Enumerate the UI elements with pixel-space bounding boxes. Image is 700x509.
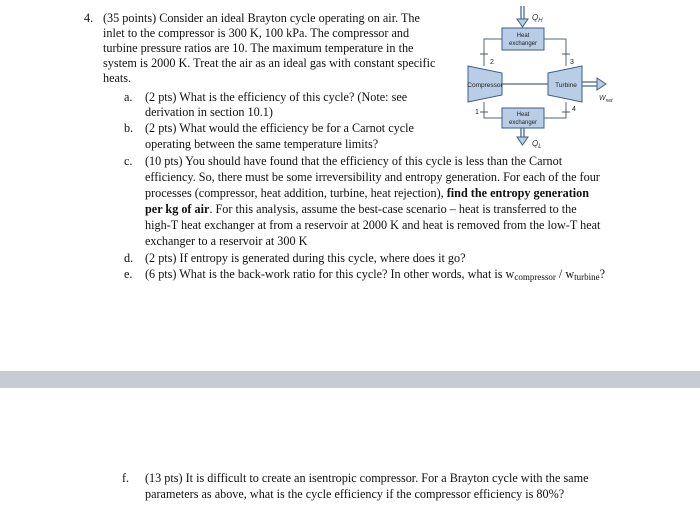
- part-c-line-3-bold: find the entropy generation: [446, 186, 590, 200]
- part-e-pre: (6 pts) What is the back-work ratio for this cycle? In other words, what is w: [145, 267, 515, 281]
- part-f-label: f.: [122, 471, 130, 485]
- part-d-text: (2 pts) If entropy is generated during this cycle, where does it go?: [145, 251, 466, 265]
- part-c-line-4: [145, 201, 577, 217]
- brayton-cycle-diagram: [458, 0, 630, 158]
- part-c-line-4-post: . For this analysis, assume the best-case scenario – heat is transferred to the: [209, 202, 577, 216]
- part-c-line-4-bold: per kg of air: [145, 202, 210, 216]
- part-d-label: d.: [124, 251, 134, 265]
- state-3-label: 3: [570, 59, 574, 66]
- part-c-line-3: [145, 185, 589, 201]
- bottom-hx-label-2: exchanger: [508, 120, 538, 126]
- q-h-label: $Q_H$: [532, 13, 543, 24]
- part-b-label: b.: [124, 121, 134, 135]
- intro-line-2: inlet to the compressor is 300 K, 100 kPa. The compressor and: [103, 26, 410, 40]
- compressor-label: Compressor: [467, 82, 503, 89]
- part-c-label: c.: [124, 154, 133, 168]
- top-hx-label-2: exchanger: [508, 41, 538, 47]
- part-e-mid: / w: [555, 267, 575, 281]
- part-c-line-2: efficiency. So, there must be some irreversibility and entropy generation. For each of the four: [145, 170, 600, 184]
- part-e-end: ?: [599, 267, 606, 281]
- part-c-line-6: exchanger to a reservoir at 300 K: [145, 234, 308, 248]
- part-b-line-2: operating between the same temperature limits?: [145, 137, 379, 151]
- top-hx-label-1: Heat: [516, 33, 530, 39]
- intro-line-5: heats.: [103, 71, 132, 85]
- part-a-line-1: (2 pts) What is the efficiency of this cycle? (Note: see: [145, 90, 408, 104]
- part-e-label: e.: [124, 267, 133, 281]
- intro-line-1: (35 points) Consider an ideal Brayton cycle operating on air. The: [103, 11, 420, 25]
- part-c-line-5: high-T heat exchanger at from a reservoir at 2000 K and heat is removed from the low-T heat: [145, 218, 601, 232]
- part-a-line-2: derivation in section 10.1): [145, 105, 273, 119]
- q-l-label: $Q_L$: [532, 139, 542, 150]
- part-e-sub-compressor: compressor: [514, 272, 556, 282]
- bottom-hx-label-1: Heat: [516, 112, 530, 118]
- state-4-label: 4: [572, 106, 576, 113]
- part-c-line-3-pre: processes (compressor, heat addition, turbine, heat rejection),: [145, 186, 444, 200]
- part-f-line-1: (13 pts) It is difficult to create an isentropic compressor. For a Brayton cycle with the same: [145, 471, 589, 485]
- state-2-label: 2: [490, 59, 494, 66]
- w-net-label: $W_{net}$: [599, 95, 613, 104]
- heat-in-arrow-icon: [517, 6, 528, 27]
- heat-out-arrow-icon: [517, 128, 528, 145]
- page-divider-band: [0, 371, 700, 388]
- part-a-label: a.: [124, 90, 133, 104]
- intro-line-4: system is 2000 K. Treat the air as an ideal gas with constant specific: [103, 56, 436, 70]
- part-b-line-1: (2 pts) What would the efficiency be for a Carnot cycle: [145, 121, 414, 135]
- part-e-text: [145, 266, 605, 285]
- part-e-sub-turbine: turbine: [574, 272, 600, 282]
- state-1-label: 1: [475, 109, 479, 116]
- part-f-line-2: parameters as above, what is the cycle efficiency if the compressor efficiency is 80%?: [145, 487, 565, 501]
- intro-line-3: turbine pressure ratios are 10. The maximum temperature in the: [103, 41, 414, 55]
- w-net-arrow-icon: [582, 78, 606, 90]
- part-c-line-1: (10 pts) You should have found that the efficiency of this cycle is less than the Carnot: [145, 154, 563, 168]
- turbine-label: Turbine: [555, 82, 577, 89]
- problem-number: 4.: [84, 11, 94, 25]
